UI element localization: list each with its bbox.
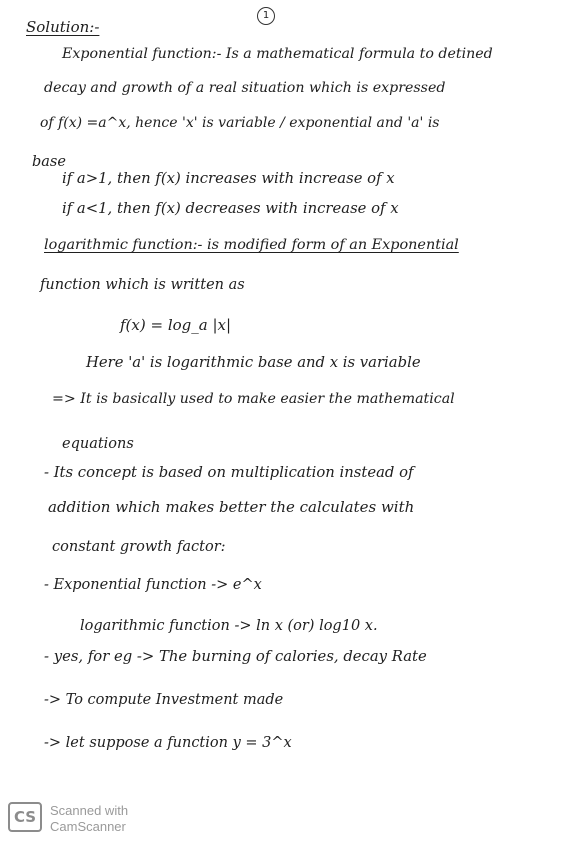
text-line: Exponential function:- Is a mathematical formula to detined: [62, 46, 493, 62]
text-line: - Its concept is based on multiplication instead of: [44, 464, 414, 481]
text-line: => It is basically used to make easier the mathematical: [52, 391, 455, 407]
text-line: equations: [62, 436, 134, 452]
solution-heading: Solution:-: [26, 18, 100, 36]
text-line: - yes, for eg -> The burning of calories, decay Rate: [44, 648, 427, 665]
text-line: addition which makes better the calculates with: [48, 498, 415, 516]
camscanner-text: CamScanner: [50, 819, 126, 834]
text-line: -> To compute Investment made: [44, 692, 284, 708]
page-number: 1: [257, 7, 275, 25]
text-line: Here 'a' is logarithmic base and x is variable: [86, 354, 421, 371]
text-line: base: [32, 154, 66, 170]
text-line: logarithmic function -> ln x (or) log10 x.: [80, 618, 378, 634]
camscanner-logo: CS: [8, 802, 42, 832]
text-line: - Exponential function -> e^x: [44, 577, 262, 593]
formula-line: f(x) = log_a |x|: [120, 316, 232, 334]
text-line: logarithmic function:- is modified form of an Exponential: [44, 237, 459, 253]
text-line: function which is written as: [40, 277, 245, 293]
text-line: if a>1, then f(x) increases with increase of x: [62, 170, 395, 187]
text-line: constant growth factor:: [52, 539, 226, 555]
text-line: if a<1, then f(x) decreases with increase of x: [62, 200, 399, 217]
text-line: of f(x) =a^x, hence 'x' is variable / exponential and 'a' is: [40, 115, 440, 131]
text-line: decay and growth of a real situation which is expressed: [44, 80, 446, 96]
text-line: -> let suppose a function y = 3^x: [44, 735, 292, 751]
scanned-with-text: Scanned with: [50, 803, 129, 818]
